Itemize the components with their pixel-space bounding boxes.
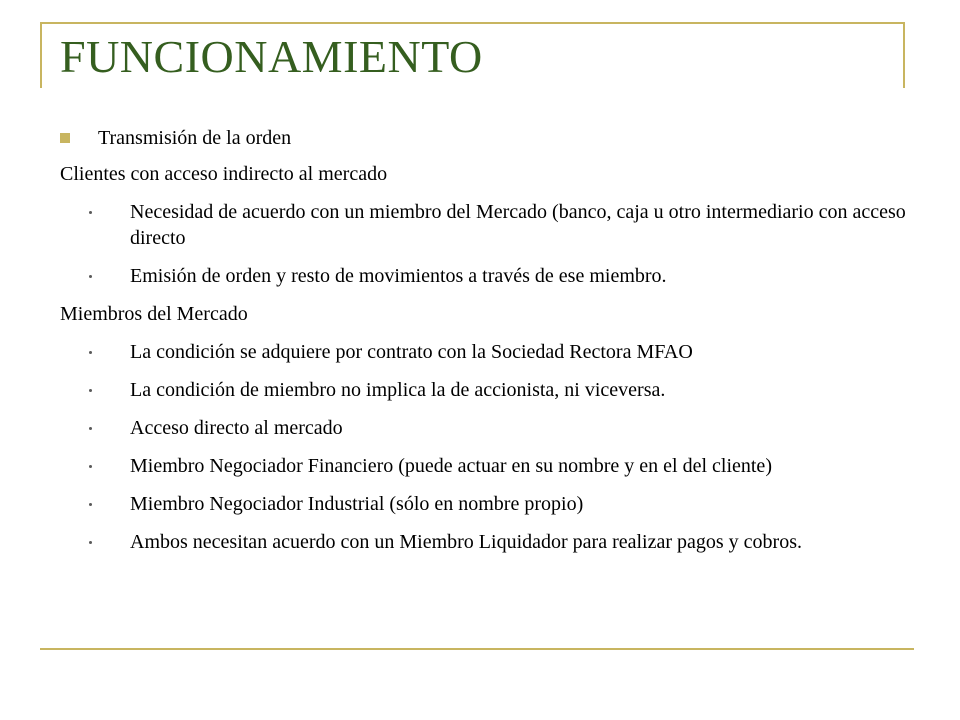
list-item-text: La condición se adquiere por contrato con la Sociedad Rectora MFAO [130,341,693,363]
list-item-text: Emisión de orden y resto de movimientos a través de ese miembro. [130,265,667,287]
dot-bullet-icon [89,427,92,430]
left-accent-rule [40,22,42,88]
dot-bullet-icon [89,351,92,354]
list-item-text: Ambos necesitan acuerdo con un Miembro Liquidador para realizar pagos y cobros. [130,531,802,553]
dot-bullet-icon [89,541,92,544]
dot-bullet-icon [89,211,92,214]
heading-bullet-item [60,125,910,151]
list-item [60,263,910,289]
dot-bullet-icon [89,503,92,506]
list-item-text: Miembro Negociador Industrial (sólo en nombre propio) [130,493,584,515]
list-item-text: Miembro Negociador Financiero (puede actuar en su nombre y en el del cliente) [130,455,772,477]
square-bullet-icon [60,133,70,143]
slide-body [60,125,910,567]
list-item [60,415,910,441]
list-item [60,199,910,251]
list-item [60,491,910,517]
dot-bullet-icon [89,275,92,278]
list-item [60,453,910,479]
section-label-clientes: Clientes con acceso indirecto al mercado [60,163,388,185]
bottom-accent-rule [40,648,912,650]
list-item-text: Necesidad de acuerdo con un miembro del Mercado (banco, caja u otro intermediario con acceso directo [130,201,906,249]
top-accent-rule [40,22,905,24]
list-item-text: Acceso directo al mercado [130,417,343,439]
right-accent-rule [903,22,905,88]
list-item [60,377,910,403]
list-item [60,529,910,555]
heading-bullet-text: Transmisión de la orden [98,127,292,149]
section-label-miembros: Miembros del Mercado [60,303,248,325]
dot-bullet-icon [89,465,92,468]
bottom-right-accent-mark [912,648,914,650]
slide-title: FUNCIONAMIENTO [60,31,483,82]
list-item [60,339,910,365]
dot-bullet-icon [89,389,92,392]
list-item-text: La condición de miembro no implica la de accionista, ni viceversa. [130,379,666,401]
